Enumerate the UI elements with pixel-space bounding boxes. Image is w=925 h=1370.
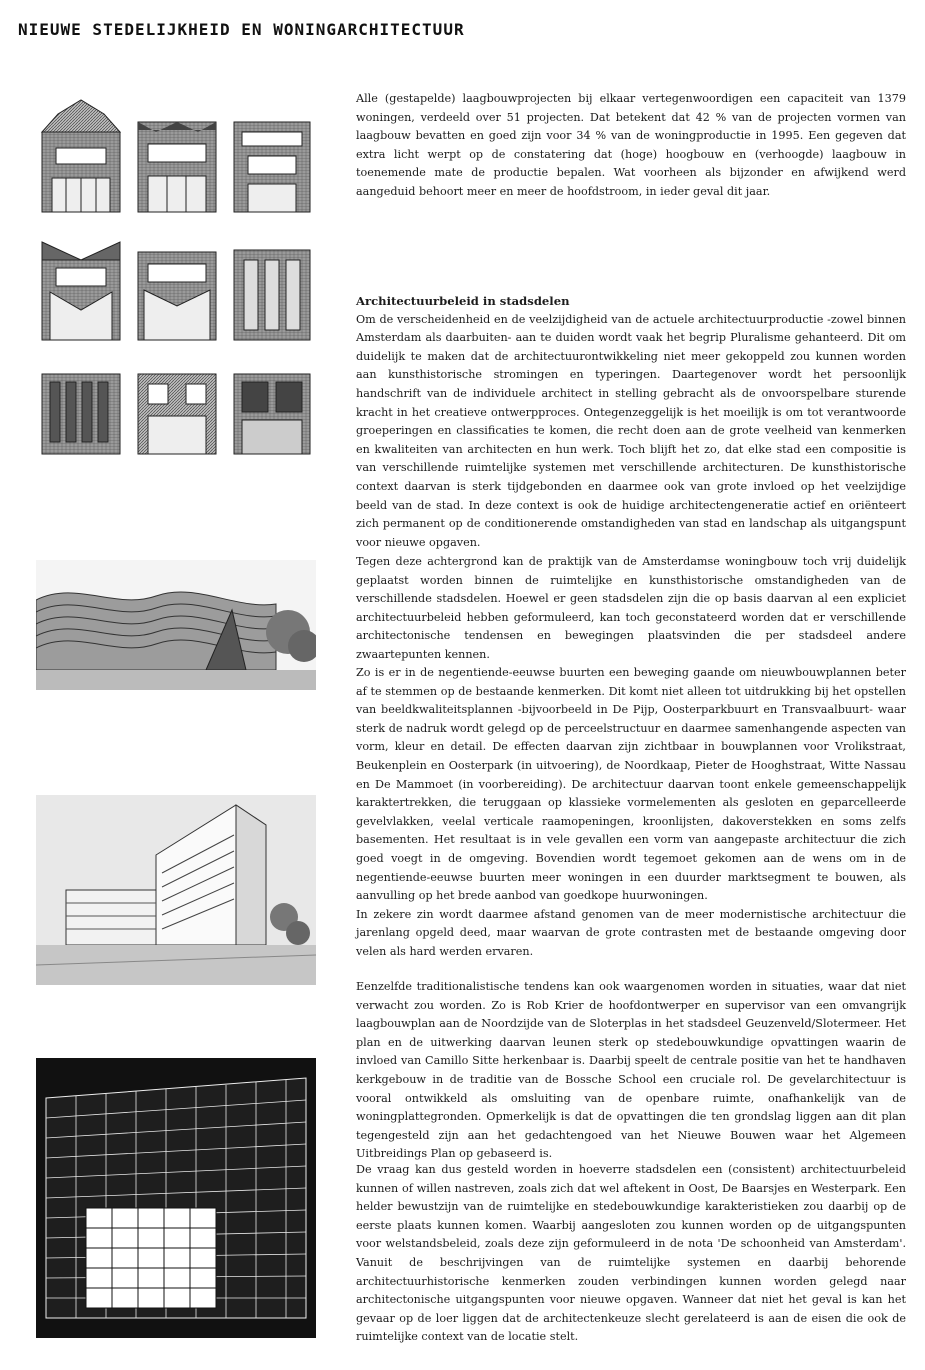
- body-paragraph: De vraag kan dus gesteld worden in hoeverre stadsdelen een (consistent) architectuurbeleid kunnen of willen nastreven, zoals zich dat wel aftekent in Oost, De Baarsjes en Westerpark. Een helder bewustzijn van de ruimtelijke en stedebouwkundige karakteristieken zou daarbij op de eerste plaats kunnen komen. Waarbij aangesloten zou kunnen worden op de uitgangspunten voor welstandsbeleid, zoals deze zijn geformuleerd in de nota 'De schoonheid van Amsterdam'. Vanuit de beschrijvingen van de ruimtelijke systemen en daarbij behorende architectuurhistorische kenmerken zouden verbindingen kunnen worden gelegd naar architectonische uitgangspunten voor nieuwe opgaven. Wanneer dat niet het geval is kan het gevaar op de loer liggen dat de architectenkeuze slecht gerelateerd is aan de eisen die ook de ruimtelijke context van de locatie stelt.: [356, 1163, 906, 1344]
- body-paragraph: Tegen deze achtergrond kan de praktijk van de Amsterdamse woningbouw toch vrij duidelijk geplaatst worden binnen de ruimtelijke en kunsthistorische omstandigheden van de verschillende stadsdelen. Hoewel er geen stadsdelen zijn die op basis daarvan al een expliciet architectuurbeleid hebben geformuleerd, kan toch geconstateerd worden dat er verschillende architectonische tendensen en bewegingen plaatsvinden die per stadsdeel andere zwaartepunten kennen.: [356, 555, 906, 661]
- section-text-block: [356, 1161, 906, 1347]
- facade-elevations-drawing: [36, 92, 316, 462]
- body-paragraph: Om de verscheidenheid en de veelzijdigheid van de actuele architectuurproductie -zowel binnen Amsterdam als daarbuiten- aan te duiden wordt vaak het begrip Pluralisme gehanteerd. Dit om duidelijk te maken dat de architectuurontwikkeling niet meer gekoppeld zou kunnen worden aan kunsthistorische stromingen en typeringen. Daartegenover wordt het persoonlijk handschrift van de individuele architect in stelling gebracht als de onvoorspelbare sturende kracht in het creatieve ontwerpproces. Ontegenzeggelijk is het moeilijk is om tot verantwoorde groeperingen en classificaties te komen, die recht doen aan de grote veelheid van kenmerken en kwaliteiten van architecten en hun werk. Toch blijft het zo, dat elke stad een compositie is van verschillende ruimtelijke systemen met verschillende architecturen. De kunsthistorische context daarvan is sterk tijdgebonden en daarmee ook van grote invloed op het veelzijdige beeld van de stad. In deze context is ook de huidige architectengeneratie actief en oriënteert zich permanent op de conditionerende omstandigheden van stad en landschap als uitgangspunt voor nieuwe opgaven.: [356, 312, 906, 549]
- section-heading: Architectuurbeleid in stadsdelen: [356, 294, 570, 308]
- intro-paragraph: Alle (gestapelde) laagbouwprojecten bij elkaar vertegenwoordigen een capaciteit van 1379 woningen, verdeeld over 51 projecten. Dat betekent dat 42 % van de projecten vormen van laagbouw bevatten en goed zijn voor 34 % van de woningproductie in 1995. Een gegeven dat extra licht werpt op de constatering dat (hoge) hoogbouw en (verhoogde) laagbouw in toenemende mate de productie bepalen. Wat voorheen als bijzonder en afwijkend werd aangeduid behoort meer en meer de hoofdstroom, in ieder geval dit jaar.: [356, 92, 906, 198]
- section-text-block: [356, 292, 906, 552]
- modern-apartment-block-perspective: [36, 795, 316, 985]
- wavy-roof-building-perspective: [36, 560, 316, 690]
- glass-facade-drawing: [36, 1058, 316, 1338]
- wavy-roof-building-drawing: [36, 560, 316, 690]
- body-paragraph: Eenzelfde traditionalistische tendens kan ook waargenomen worden in situaties, waar dat niet verwacht zou worden. Zo is Rob Krier de hoofdontwerper en supervisor van een omvangrijk laagbouwplan aan de Noordzijde van de Sloterplas in het stadsdeel Geuzenveld/Slotermeer. Het plan en de uitwerking daarvan leunen sterk op stedebouwkundige opvattingen waarin de invloed van Camillo Sitte herkenbaar is. Daarbij speelt de centrale positie van het te handhaven kerkgebouw in de traditie van de Bossche School een cruciale rol. De gevelarchitectuur is vooral ontwikkeld als omsluiting van de openbare ruimte, onafhankelijk van de woningplattegronden. Opmerkelijk is dat de opvattingen die ten grondslag liggen aan dit plan tegengesteld zijn aan het gedachtengoed van het Nieuwe Bouwen waar het Algemeen Uitbreidings Plan op gebaseerd is.: [356, 980, 906, 1161]
- modern-apartment-block-drawing: [36, 795, 316, 985]
- section-text-block: [356, 664, 906, 962]
- facade-elevations-grid: [36, 92, 316, 462]
- section-text-block: [356, 553, 906, 665]
- intro-text-block: [356, 90, 906, 202]
- section-text-block: [356, 978, 906, 1164]
- page-title: NIEUWE STEDELIJKHEID EN WONINGARCHITECTUUR: [18, 20, 465, 39]
- body-paragraph: In zekere zin wordt daarmee afstand genomen van de meer modernistische architectuur die jarenlang opgeld deed, maar waarvan de grote contrasten met de bestaande omgeving door velen als hard werden ervaren.: [356, 907, 906, 958]
- glass-facade-line-drawing: [36, 1058, 316, 1338]
- body-paragraph: Zo is er in de negentiende-eeuwse buurten een beweging gaande om nieuwbouwplannen beter af te stemmen op de bestaande kenmerken. Dit komt niet alleen tot uitdrukking bij het opstellen van beeldkwaliteitsplannen -bijvoorbeeld in De Pijp, Oosterparkbuurt en Transvaalbuurt- waar sterk de nadruk wordt gelegd op de perceelstructuur en daarmee samenhangende aspecten van vorm, kleur en detail. De effecten daarvan zijn zichtbaar in bouwplannen voor Vrolikstraat, Beukenplein en Oosterpark (in uitvoering), de Noordkaap, Pieter de Hooghstraat, Witte Nassau en De Mammoet (in voorbereiding). De architectuur daarvan toont enkele gemeenschappelijk karaktertrekken, die teruggaan op klassieke vormelementen als gesloten en geparcelleerde gevelvlakken, veelal verticale raamopeningen, kroonlijsten, dakoverstekken en soms zelfs basementen. Het resultaat is in vele gevallen een vorm van aangepaste architectuur die zich goed voegt in de omgeving. Bovendien wordt tegemoet gekomen aan de wens om in de negentiende-eeuwse buurten meer woningen in een duurder marktsegment te bouwen, als aanvulling op het brede aanbod van goedkope huurwoningen.: [356, 666, 906, 903]
